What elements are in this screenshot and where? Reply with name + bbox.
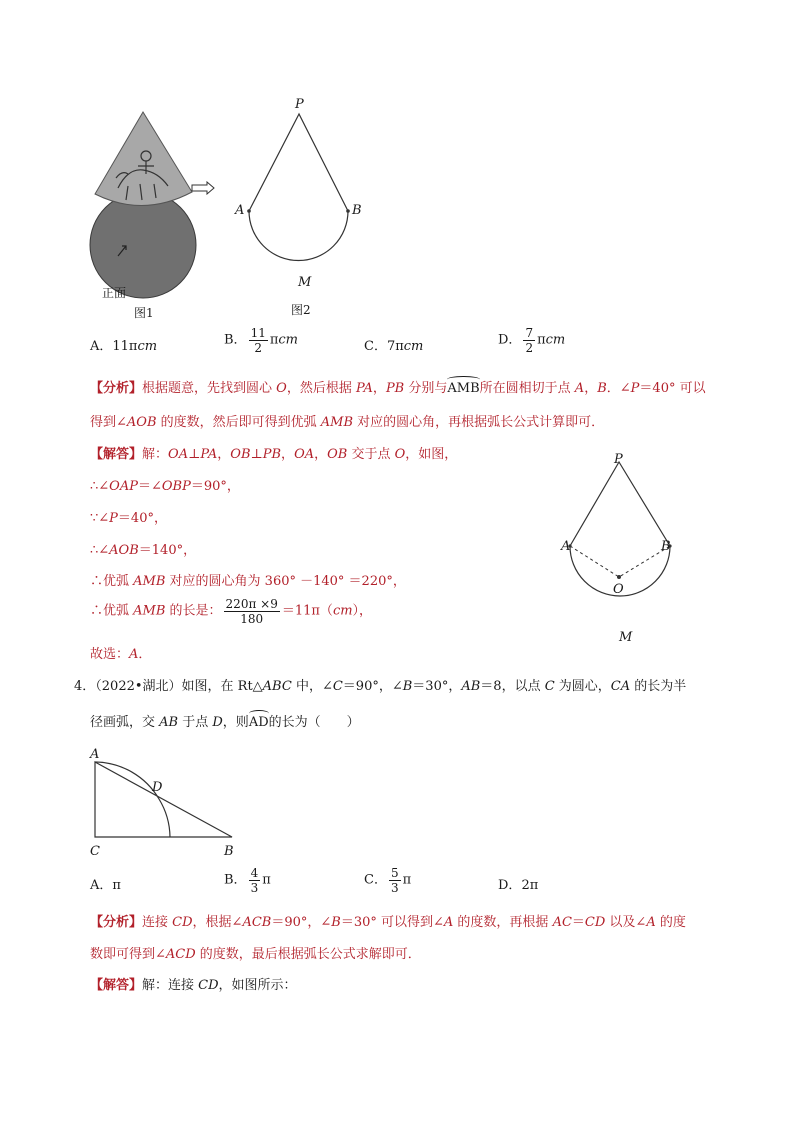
q4-option-c[interactable]: C． $\frac{5}{3}$ π	[364, 866, 412, 895]
q3-option-c[interactable]: C．7πcm	[364, 339, 424, 354]
q3-option-b[interactable]: B． $\frac{11}{2}$ πcm	[224, 326, 298, 355]
arc-amb: AMB	[447, 381, 480, 396]
q3-solution-line-2: ∴∠OAP＝∠OBP＝90°，	[90, 479, 240, 494]
figure-4-label-b: B	[224, 844, 234, 859]
q4-option-d[interactable]: D．2π	[498, 878, 539, 893]
q3-solution-line-5: ∴优弧 AMB 对应的圆心角为 360° －140° ＝220°，	[90, 574, 406, 589]
figure-4	[86, 746, 246, 861]
q3-solution-line-4: ∴∠AOB＝140°，	[90, 543, 197, 558]
figure-4-label-c: C	[90, 844, 100, 859]
q3-option-d[interactable]: D． $\frac{7}{2}$ πcm	[498, 326, 566, 355]
figure-3-label-a: A	[561, 539, 571, 554]
figure-2-caption: 图2	[291, 303, 311, 317]
q4-solution-line-1: 【解答】解：连接 CD，如图所示：	[90, 978, 297, 993]
figure-3-label-b: B	[661, 539, 671, 554]
figure-2-label-b: B	[352, 203, 362, 218]
q3-solution-line-1: 【解答】解：OA⊥PA，OB⊥PB，OA，OB 交于点 O，如图，	[90, 447, 458, 462]
figure-3-label-o: O	[613, 582, 624, 597]
arc-ad: AD	[248, 715, 269, 730]
figure-4-label-a: A	[90, 747, 100, 762]
q3-solution-line-7: 故选：A．	[90, 647, 152, 662]
q3-solution-line-3: ∵∠P＝40°，	[90, 511, 167, 526]
q4-stem-line-1: 4．（2022•湖北）如图，在 Rt△ABC 中，∠C＝90°，∠B＝30°，AB＝8，以点 C 为圆心，CA 的长为半	[74, 679, 687, 694]
q3-solution-line-6: ∴优弧 AMB 的长是： $\frac{220\pi \times 9}{180}$ ＝11π（cm），	[90, 597, 373, 626]
q4-analysis-line-2: 数即可得到∠ACD 的度数，最后根据弧长公式求解即可．	[90, 947, 421, 962]
q3-analysis-line-2: 得到∠AOB 的度数，然后即可得到优弧 AMB 对应的圆心角，再根据弧长公式计算即可．	[90, 415, 605, 430]
figure-2-label-m: M	[298, 275, 312, 290]
figure-4-label-d: D	[152, 780, 163, 795]
q4-analysis-line-1: 【分析】连接 CD，根据∠ACB＝90°，∠B＝30° 可以得到∠A 的度数，再根据 AC＝CD 以及∠A 的度	[90, 915, 686, 930]
right-arrow-icon	[190, 180, 216, 199]
q4-stem-line-2: 径画弧，交 AB 于点 D，则AD的长为（ ）	[90, 715, 360, 730]
figure-3-label-p: P	[614, 452, 623, 467]
figure-2-label-a: A	[235, 203, 245, 218]
q4-option-a[interactable]: A．π	[90, 878, 121, 893]
figure-1-caption: 图1	[134, 306, 154, 320]
q4-option-b[interactable]: B． $\frac{4}{3}$ π	[224, 866, 271, 895]
figure-3-label-m: M	[619, 630, 633, 645]
figure-2	[232, 96, 372, 321]
figure-1-front-label: 正面	[102, 286, 127, 300]
figure-4-drawing	[86, 746, 246, 861]
q3-option-a[interactable]: A．11πcm	[90, 339, 158, 354]
q3-analysis-line-1: 【分析】根据题意，先找到圆心 O，然后根据 PA，PB 分别与AMB所在圆相切于点 A，B．∠P＝40° 可以	[90, 381, 706, 396]
figure-2-label-p: P	[295, 97, 304, 112]
figure-3	[558, 448, 688, 648]
figure-1	[88, 108, 198, 323]
